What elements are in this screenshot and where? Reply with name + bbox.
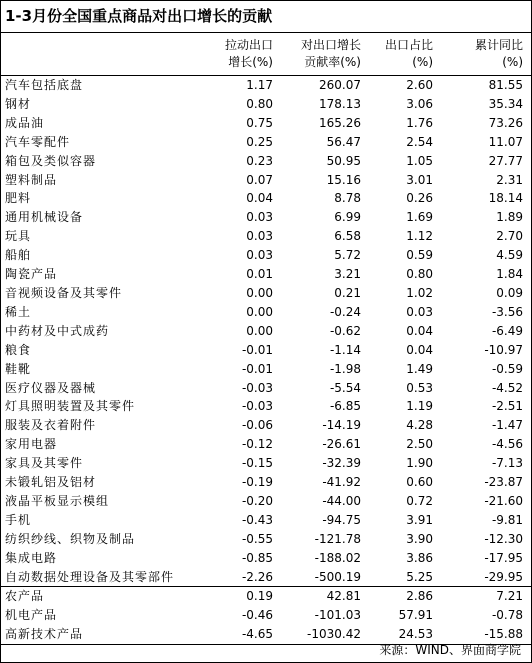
cell-pull: 0.03: [246, 248, 273, 263]
cell-yoy: -7.13: [491, 456, 523, 471]
cell-pull: -0.46: [241, 608, 273, 623]
cell-share: 0.72: [406, 493, 433, 508]
cell-share: 3.90: [406, 531, 433, 546]
cell-product: 液晶平板显示模组: [5, 493, 110, 508]
cell-pull: 0.19: [211, 587, 281, 606]
cell-pull: -0.15: [241, 456, 273, 471]
table-row: [1, 95, 531, 114]
cell-pull: -0.85: [241, 550, 273, 565]
cell-product: 家用电器: [5, 437, 58, 452]
cell-share: 2.50: [406, 437, 433, 452]
header-contribution: 对出口增长 贡献率(%): [281, 33, 369, 76]
cell-pull: -0.12: [241, 437, 273, 452]
cell-yoy: -1.47: [491, 418, 523, 433]
cell-share: 0.26: [406, 191, 433, 206]
cell-pull: -0.03: [241, 380, 273, 395]
cell-yoy: 35.34: [488, 96, 523, 111]
cell-yoy: 73.26: [488, 115, 523, 130]
table-row: [1, 397, 531, 416]
cell-yoy: -23.87: [484, 475, 523, 490]
cell-product: 船舶: [5, 248, 32, 263]
table-body: [1, 76, 531, 645]
cell-yoy: 81.55: [488, 78, 523, 92]
cell-contribution: 3.21: [334, 267, 361, 282]
cell-pull: -0.01: [241, 361, 273, 376]
table-row: [1, 284, 531, 303]
cell-pull: 0.80: [246, 96, 273, 111]
cell-yoy: 0.09: [496, 285, 523, 300]
cell-share: 0.04: [406, 342, 433, 357]
cell-contribution: 0.21: [334, 285, 361, 300]
cell-pull: -0.55: [241, 531, 273, 546]
cell-share: 1.05: [406, 153, 433, 168]
cell-share: 3.86: [406, 550, 433, 565]
cell-product: 塑料制品: [5, 172, 58, 187]
cell-product: 灯具照明装置及其零件: [5, 399, 136, 414]
table-row: [1, 568, 531, 587]
cell-yoy: 1.84: [496, 267, 523, 282]
cell-contribution: 178.13: [319, 96, 361, 111]
cell-product: 未锻轧铝及铝材: [5, 475, 97, 490]
cell-share: 3.91: [406, 512, 433, 527]
table-row: [1, 454, 531, 473]
table-row: [1, 322, 531, 341]
header-share: 出口占比 (%): [369, 33, 441, 76]
cell-share: 1.19: [406, 399, 433, 414]
cell-share: 1.76: [406, 115, 433, 130]
cell-contribution: -94.75: [322, 512, 361, 527]
cell-contribution: -1.14: [329, 342, 361, 357]
table-row: [1, 360, 531, 379]
cell-yoy: -4.52: [491, 380, 523, 395]
table-row: [1, 530, 531, 549]
cell-product: 中药材及中式成药: [5, 323, 110, 338]
table-row: [1, 473, 531, 492]
cell-pull: -0.19: [241, 475, 273, 490]
cell-contribution: 42.81: [281, 587, 369, 606]
cell-share: 1.90: [406, 456, 433, 471]
table-row: [1, 152, 531, 171]
cell-yoy: -2.51: [491, 399, 523, 414]
table-row: [1, 114, 531, 133]
cell-share: 0.53: [406, 380, 433, 395]
header-yoy: 累计同比 (%): [441, 33, 531, 76]
source-note: 来源：WIND、界面商学院: [379, 643, 521, 657]
cell-product: 高新技术产品: [1, 625, 211, 644]
header-product: [1, 33, 211, 76]
cell-contribution: -0.24: [329, 304, 361, 319]
cell-pull: 0.00: [246, 285, 273, 300]
cell-yoy: 1.89: [496, 210, 523, 225]
cell-contribution: -5.54: [329, 380, 361, 395]
table-row: [1, 76, 531, 95]
cell-pull: -0.06: [241, 418, 273, 433]
table-row: [1, 208, 531, 227]
cell-contribution: -6.85: [329, 399, 361, 414]
cell-pull: 0.04: [246, 191, 273, 206]
cell-share: 0.04: [406, 323, 433, 338]
table-row: [1, 416, 531, 435]
cell-contribution: -0.62: [329, 323, 361, 338]
cell-product: 自动数据处理设备及其零部件: [5, 569, 175, 584]
cell-contribution: 8.78: [334, 191, 361, 206]
cell-product: 箱包及类似容器: [5, 153, 97, 168]
cell-share: 24.53: [369, 625, 441, 644]
cell-pull: 0.07: [246, 172, 273, 187]
table-row: [1, 341, 531, 360]
table-row: [1, 171, 531, 190]
cell-share: 1.12: [406, 229, 433, 244]
cell-product: 手机: [5, 512, 32, 527]
cell-pull: -0.43: [241, 512, 273, 527]
cell-product: 玩具: [5, 229, 32, 244]
table-row: [1, 379, 531, 398]
cell-product: 音视频设备及其零件: [5, 285, 123, 300]
cell-yoy: 11.07: [488, 134, 523, 149]
cell-yoy: -21.60: [484, 493, 523, 508]
cell-contribution: 6.99: [334, 210, 361, 225]
cell-yoy: 18.14: [488, 191, 523, 206]
cell-product: 陶瓷产品: [5, 267, 58, 282]
table-row: [1, 511, 531, 530]
table-row: [1, 246, 531, 265]
cell-contribution: -500.19: [314, 569, 361, 584]
cell-yoy: 2.31: [496, 172, 523, 187]
cell-contribution: 15.16: [326, 172, 361, 187]
cell-pull: 0.00: [246, 304, 273, 319]
cell-yoy: -9.81: [491, 512, 523, 527]
cell-product: 农产品: [1, 587, 211, 606]
table-row: [1, 265, 531, 284]
cell-yoy: 2.70: [496, 229, 523, 244]
cell-product: 稀土: [5, 304, 32, 319]
cell-product: 服装及衣着附件: [5, 418, 97, 433]
cell-pull: 0.75: [246, 115, 273, 130]
cell-product: 汽车包括底盘: [5, 78, 84, 92]
cell-pull: 0.03: [246, 229, 273, 244]
cell-product: 通用机械设备: [5, 210, 84, 225]
cell-yoy: -6.49: [491, 323, 523, 338]
cell-contribution: -188.02: [314, 550, 361, 565]
header-row: [1, 33, 531, 76]
cell-product: 成品油: [5, 115, 45, 130]
cell-yoy: 27.77: [488, 153, 523, 168]
contribution-table: [1, 33, 531, 645]
cell-yoy: -29.95: [484, 569, 523, 584]
cell-yoy: -4.56: [491, 437, 523, 452]
summary-row: [1, 587, 531, 606]
cell-share: 3.06: [406, 96, 433, 111]
cell-product: 集成电路: [5, 550, 58, 565]
summary-row: [1, 606, 531, 625]
cell-share: 1.49: [406, 361, 433, 376]
cell-yoy: -10.97: [484, 342, 523, 357]
cell-share: 3.01: [406, 172, 433, 187]
cell-contribution: 56.47: [326, 134, 361, 149]
cell-pull: 0.01: [246, 267, 273, 282]
cell-pull: 0.23: [246, 153, 273, 168]
cell-yoy: -15.88: [441, 625, 531, 644]
cell-yoy: -0.59: [491, 361, 523, 376]
cell-contribution: -121.78: [314, 531, 361, 546]
cell-contribution: 5.72: [334, 248, 361, 263]
cell-yoy: -12.30: [484, 531, 523, 546]
cell-product: 鞋靴: [5, 361, 32, 376]
cell-pull: -0.20: [241, 493, 273, 508]
cell-pull: 0.00: [246, 323, 273, 338]
cell-product: 粮食: [5, 342, 32, 357]
cell-product: 机电产品: [5, 608, 58, 623]
cell-yoy: -17.95: [484, 550, 523, 565]
cell-share: 2.54: [406, 134, 433, 149]
cell-yoy: -3.56: [491, 304, 523, 319]
cell-yoy: 4.59: [496, 248, 523, 263]
cell-product: 肥料: [5, 191, 32, 206]
table-title: 1-3月份全国重点商品对出口增长的贡献: [1, 1, 531, 33]
cell-share: 0.59: [406, 248, 433, 263]
cell-share: 2.60: [406, 78, 433, 92]
cell-contribution: -1030.42: [281, 625, 369, 644]
cell-contribution: -26.61: [322, 437, 361, 452]
cell-pull: -0.03: [241, 399, 273, 414]
table-row: [1, 492, 531, 511]
table-row: [1, 133, 531, 152]
cell-contribution: -1.98: [329, 361, 361, 376]
cell-contribution: -101.03: [314, 608, 361, 623]
cell-pull: -2.26: [241, 569, 273, 584]
cell-pull: -4.65: [211, 625, 281, 644]
cell-pull: 1.17: [246, 78, 273, 92]
cell-share: 2.86: [369, 587, 441, 606]
cell-share: 0.60: [406, 475, 433, 490]
cell-contribution: 6.58: [334, 229, 361, 244]
table-row: [1, 303, 531, 322]
cell-share: 5.25: [406, 569, 433, 584]
cell-contribution: -32.39: [322, 456, 361, 471]
cell-contribution: 165.26: [319, 115, 361, 130]
cell-yoy: -0.78: [491, 608, 523, 623]
cell-contribution: -44.00: [322, 493, 361, 508]
cell-product: 钢材: [5, 96, 32, 111]
cell-pull: 0.03: [246, 210, 273, 225]
cell-share: 1.69: [406, 210, 433, 225]
table-row: [1, 189, 531, 208]
table-row: [1, 549, 531, 568]
cell-share: 57.91: [398, 608, 433, 623]
table-row: [1, 435, 531, 454]
cell-product: 汽车零配件: [5, 134, 71, 149]
cell-contribution: -14.19: [322, 418, 361, 433]
cell-share: 0.03: [406, 304, 433, 319]
header-pull: 拉动出口 增长(%): [211, 33, 281, 76]
cell-contribution: 50.95: [326, 153, 361, 168]
cell-share: 0.80: [406, 267, 433, 282]
cell-share: 4.28: [406, 418, 433, 433]
cell-pull: -0.01: [241, 342, 273, 357]
cell-share: 1.02: [406, 285, 433, 300]
cell-yoy: 7.21: [441, 587, 531, 606]
cell-product: 纺织纱线、织物及制品: [5, 531, 136, 546]
cell-pull: 0.25: [246, 134, 273, 149]
cell-contribution: 260.07: [319, 78, 361, 92]
cell-contribution: -41.92: [322, 475, 361, 490]
cell-product: 医疗仪器及器械: [5, 380, 97, 395]
cell-product: 家具及其零件: [5, 456, 84, 471]
table-row: [1, 227, 531, 246]
